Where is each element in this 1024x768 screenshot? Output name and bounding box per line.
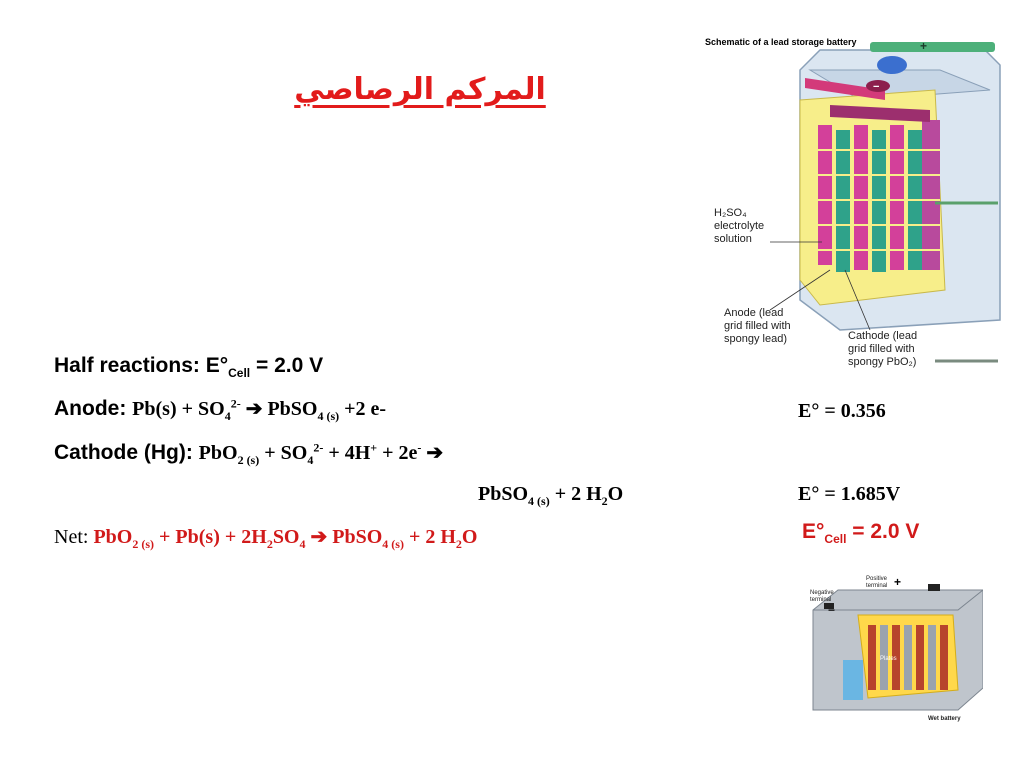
slide-title: المركم الرصاصي (294, 72, 546, 107)
svg-text:spongy PbO₂): spongy PbO₂) (848, 356, 917, 368)
svg-text:Cathode (lead: Cathode (lead (848, 330, 918, 342)
cathode-label: Cathode (Hg): (54, 441, 199, 464)
cap (877, 56, 907, 74)
net-equation: Net: PbO$_2$ $_{(s)} + Pb(s) + 2H_2SO_4$ ➔ PbSO$_{4 (s)}$ + 2 $H_2O$ (54, 526, 478, 551)
wet-battery-diagram (808, 570, 983, 725)
svg-text:grid filled with: grid filled with (724, 320, 791, 332)
svg-text:terminal: terminal (810, 597, 832, 603)
plates-group (818, 120, 940, 272)
cathode-product: PbSO$_{4 (s)}$ + 2 $H_2O$ (478, 483, 624, 508)
anode-equation: Anode: $Pb(s) + SO_4^{2-}$ ➔ PbSO$_{4 (s)}$ +2 e- (54, 396, 387, 423)
anode-label: Anode: (54, 397, 133, 420)
svg-text:terminal: terminal (866, 583, 888, 589)
lead-storage-battery-diagram (700, 30, 1010, 375)
svg-text:+: + (920, 39, 928, 53)
svg-text:Wet battery: Wet battery (928, 716, 961, 722)
svg-text:grid filled with: grid filled with (848, 343, 915, 355)
anode-potential: E° = 0.356 (798, 400, 886, 422)
svg-text:H₂SO₄: H₂SO₄ (714, 207, 747, 219)
svg-text:Plates: Plates (880, 656, 897, 662)
svg-text:+: + (894, 575, 902, 589)
net-potential: $E^\circ_{Cell} = 2.0$ V (802, 520, 920, 547)
half-reactions-label: Half reactions: E° (54, 354, 229, 377)
half-reactions-line: Half reactions: $E^\circ_{Cell} = 2.0$ V (54, 354, 324, 381)
net-label: Net: (54, 526, 94, 548)
svg-text:Positive: Positive (866, 576, 888, 582)
svg-text:−: − (873, 81, 880, 93)
svg-text:Anode (lead: Anode (lead (724, 307, 784, 319)
svg-text:electrolyte: electrolyte (714, 220, 765, 232)
cathode-equation: Cathode (Hg): PbO$_2$ $_{(s)} + SO_4^{2-} + 4H^+ + 2e^-$ ➔ (54, 440, 444, 467)
cathode-potential: E° = 1.685V (798, 483, 901, 505)
diagram1-caption: Schematic of a lead storage battery (705, 37, 857, 47)
svg-text:solution: solution (714, 233, 752, 245)
svg-text:spongy lead): spongy lead) (724, 333, 787, 345)
svg-text:−: − (828, 603, 836, 617)
svg-text:Negative: Negative (810, 590, 834, 596)
